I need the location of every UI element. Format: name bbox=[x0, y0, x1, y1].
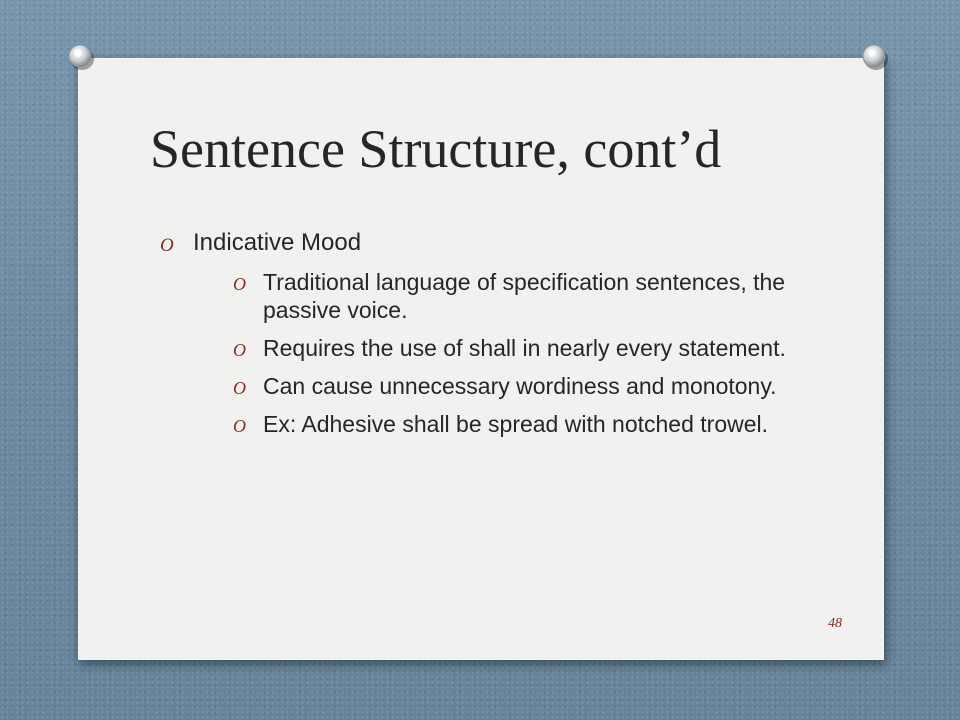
slide-title: Sentence Structure, cont’d bbox=[150, 119, 722, 179]
bullet-icon: O bbox=[233, 274, 246, 294]
sub-bullet-item bbox=[193, 410, 800, 438]
sub-bullet-list bbox=[193, 268, 800, 438]
sub-bullet-text: Requires the use of shall in nearly every statement. bbox=[263, 335, 786, 361]
bullet-text: Indicative Mood bbox=[193, 229, 362, 256]
bullet-item bbox=[160, 228, 800, 438]
sub-bullet-item bbox=[193, 268, 800, 324]
pushpin-icon bbox=[66, 42, 96, 72]
sub-bullet-item bbox=[193, 372, 800, 400]
sub-bullet-text: Ex: Adhesive shall be spread with notched trowel. bbox=[263, 411, 769, 437]
bullet-icon: O bbox=[233, 378, 246, 398]
bullet-icon: O bbox=[233, 416, 246, 436]
bullet-list bbox=[160, 228, 800, 448]
sub-bullet-text: Can cause unnecessary wordiness and monotony. bbox=[263, 373, 777, 399]
sub-bullet-item bbox=[193, 334, 800, 362]
bullet-icon: O bbox=[160, 235, 174, 256]
pushpin-icon bbox=[860, 42, 890, 72]
slide-number: 48 bbox=[828, 616, 842, 631]
sub-bullet-text: Traditional language of specification sentences, the passive voice. bbox=[263, 269, 786, 323]
bullet-icon: O bbox=[233, 340, 246, 360]
